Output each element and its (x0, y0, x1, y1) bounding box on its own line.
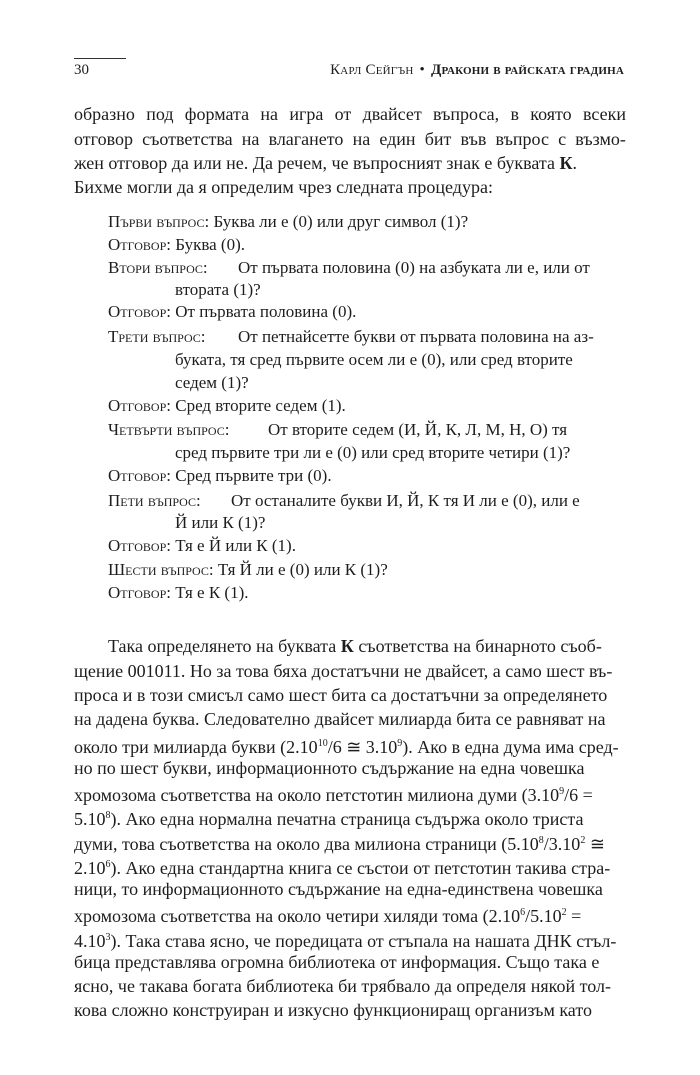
question-2: Втори въпрос: (108, 258, 208, 277)
intro-line-2: отговор съответства на влагането на един бит във въпрос с възмо- (74, 129, 626, 149)
question-5-text-cont: Й или К (1)? (175, 513, 266, 532)
question-1: Първи въпрос: Буква ли е (0) или друг символ (1)? (108, 212, 469, 231)
running-title (330, 62, 624, 79)
page-number: 30 (74, 62, 89, 78)
book-title: Дракони в райската градина (430, 62, 624, 78)
question-4-text-cont: сред първите три ли е (0) или сред вторите четири (1)? (175, 443, 571, 462)
question-2-text: От първата половина (0) на азбуката ли е, или от (238, 258, 590, 277)
body-line-8: 5.10$^8$). Ако една нормална печатна страница съдържа около триста (74, 809, 584, 829)
question-3: Трети въпрос: (108, 327, 206, 346)
running-header (74, 62, 624, 84)
body-line-9: думи, това съответства на около два милиона страници (5.10$^8$/3.10$^2$ ≅ (74, 834, 605, 854)
body-line-2: щение 001011. Но за това бяха достатъчни не двайсет, а само шест въ- (74, 661, 613, 681)
body-line-11: ници, то информационното съдържание на една-единствена човешка (74, 879, 603, 899)
header-rule (74, 58, 126, 59)
intro-line-4: Бихме могли да я определим чрез следната процедура: (74, 177, 493, 197)
body-line-15: ясно, че такава богата библиотека би трябвало да определя някой тол- (74, 976, 611, 996)
body-line-7: хромозома съответства на около петстотин милиона думи ($3.10^9/6$ = (74, 785, 593, 805)
question-6: Шести въпрос: Тя Й ли е (0) или К (1)? (108, 560, 388, 579)
answer-1: Отговор: Буква (0). (108, 235, 246, 254)
body-line-10: 2.10$^6$). Ако една стандартна книга се състои от петстотин такива стра- (74, 858, 611, 878)
answer-5: Отговор: Тя е Й или К (1). (108, 536, 296, 555)
question-2-text-cont: втората (1)? (175, 280, 261, 299)
question-3-text: От петнайсетте букви от първата половина на аз- (238, 327, 594, 346)
question-4-text: От вторите седем (И, Й, К, Л, М, Н, О) тя (268, 420, 568, 439)
question-5: Пети въпрос: (108, 491, 201, 510)
header-separator: • (419, 62, 425, 78)
body-line-5: около три милиарда букви (2.10$^{10}$/6 ≅ 3.10$^9$). Ако в една дума има сред- (74, 737, 619, 757)
body-line-3: проса и в този смисъл само шест бита са достатъчни за определянето (74, 685, 608, 705)
question-5-text: От останалите букви И, Й, К тя И ли е (0), или е (231, 491, 580, 510)
intro-line-3: жен отговор да или не. Да речем, че въпросният знак е буквата К. (74, 153, 578, 173)
question-4: Четвърти въпрос: (108, 420, 230, 439)
question-3-text-cont-2: седем (1)? (175, 373, 249, 392)
answer-6: Отговор: Тя е К (1). (108, 583, 249, 602)
answer-3: Отговор: Сред вторите седем (1). (108, 396, 346, 415)
answer-2: Отговор: От първата половина (0). (108, 302, 357, 321)
answer-4: Отговор: Сред първите три (0). (108, 466, 332, 485)
body-line-14: бица представлява огромна библиотека от информация. Също така е (74, 952, 600, 972)
author-name: Карл Сейгън (330, 62, 414, 78)
intro-line-1: образно под формата на игра от двайсет въпроса, в която всеки (74, 104, 626, 124)
body-line-4: на дадена буква. Следователно двайсет милиарда бита се равняват на (74, 709, 606, 729)
question-3-text-cont-1: буката, тя сред първите осем ли е (0), или сред вторите (175, 350, 573, 369)
body-line-16: кова сложно конструиран и изкусно функциониращ организъм като (74, 1000, 592, 1020)
body-line-13: 4.10$^3$). Така става ясно, че поредицата от стъпала на нашата ДНК стъл- (74, 931, 617, 951)
body-line-12: хромозома съответства на около четири хиляди тома ($2.10^6/5.10^2$ = (74, 906, 582, 926)
body-line-6: но по шест букви, информационното съдържание на една човешка (74, 758, 585, 778)
body-line-1: Така определянето на буквата К съответства на бинарното съоб- (108, 636, 602, 656)
